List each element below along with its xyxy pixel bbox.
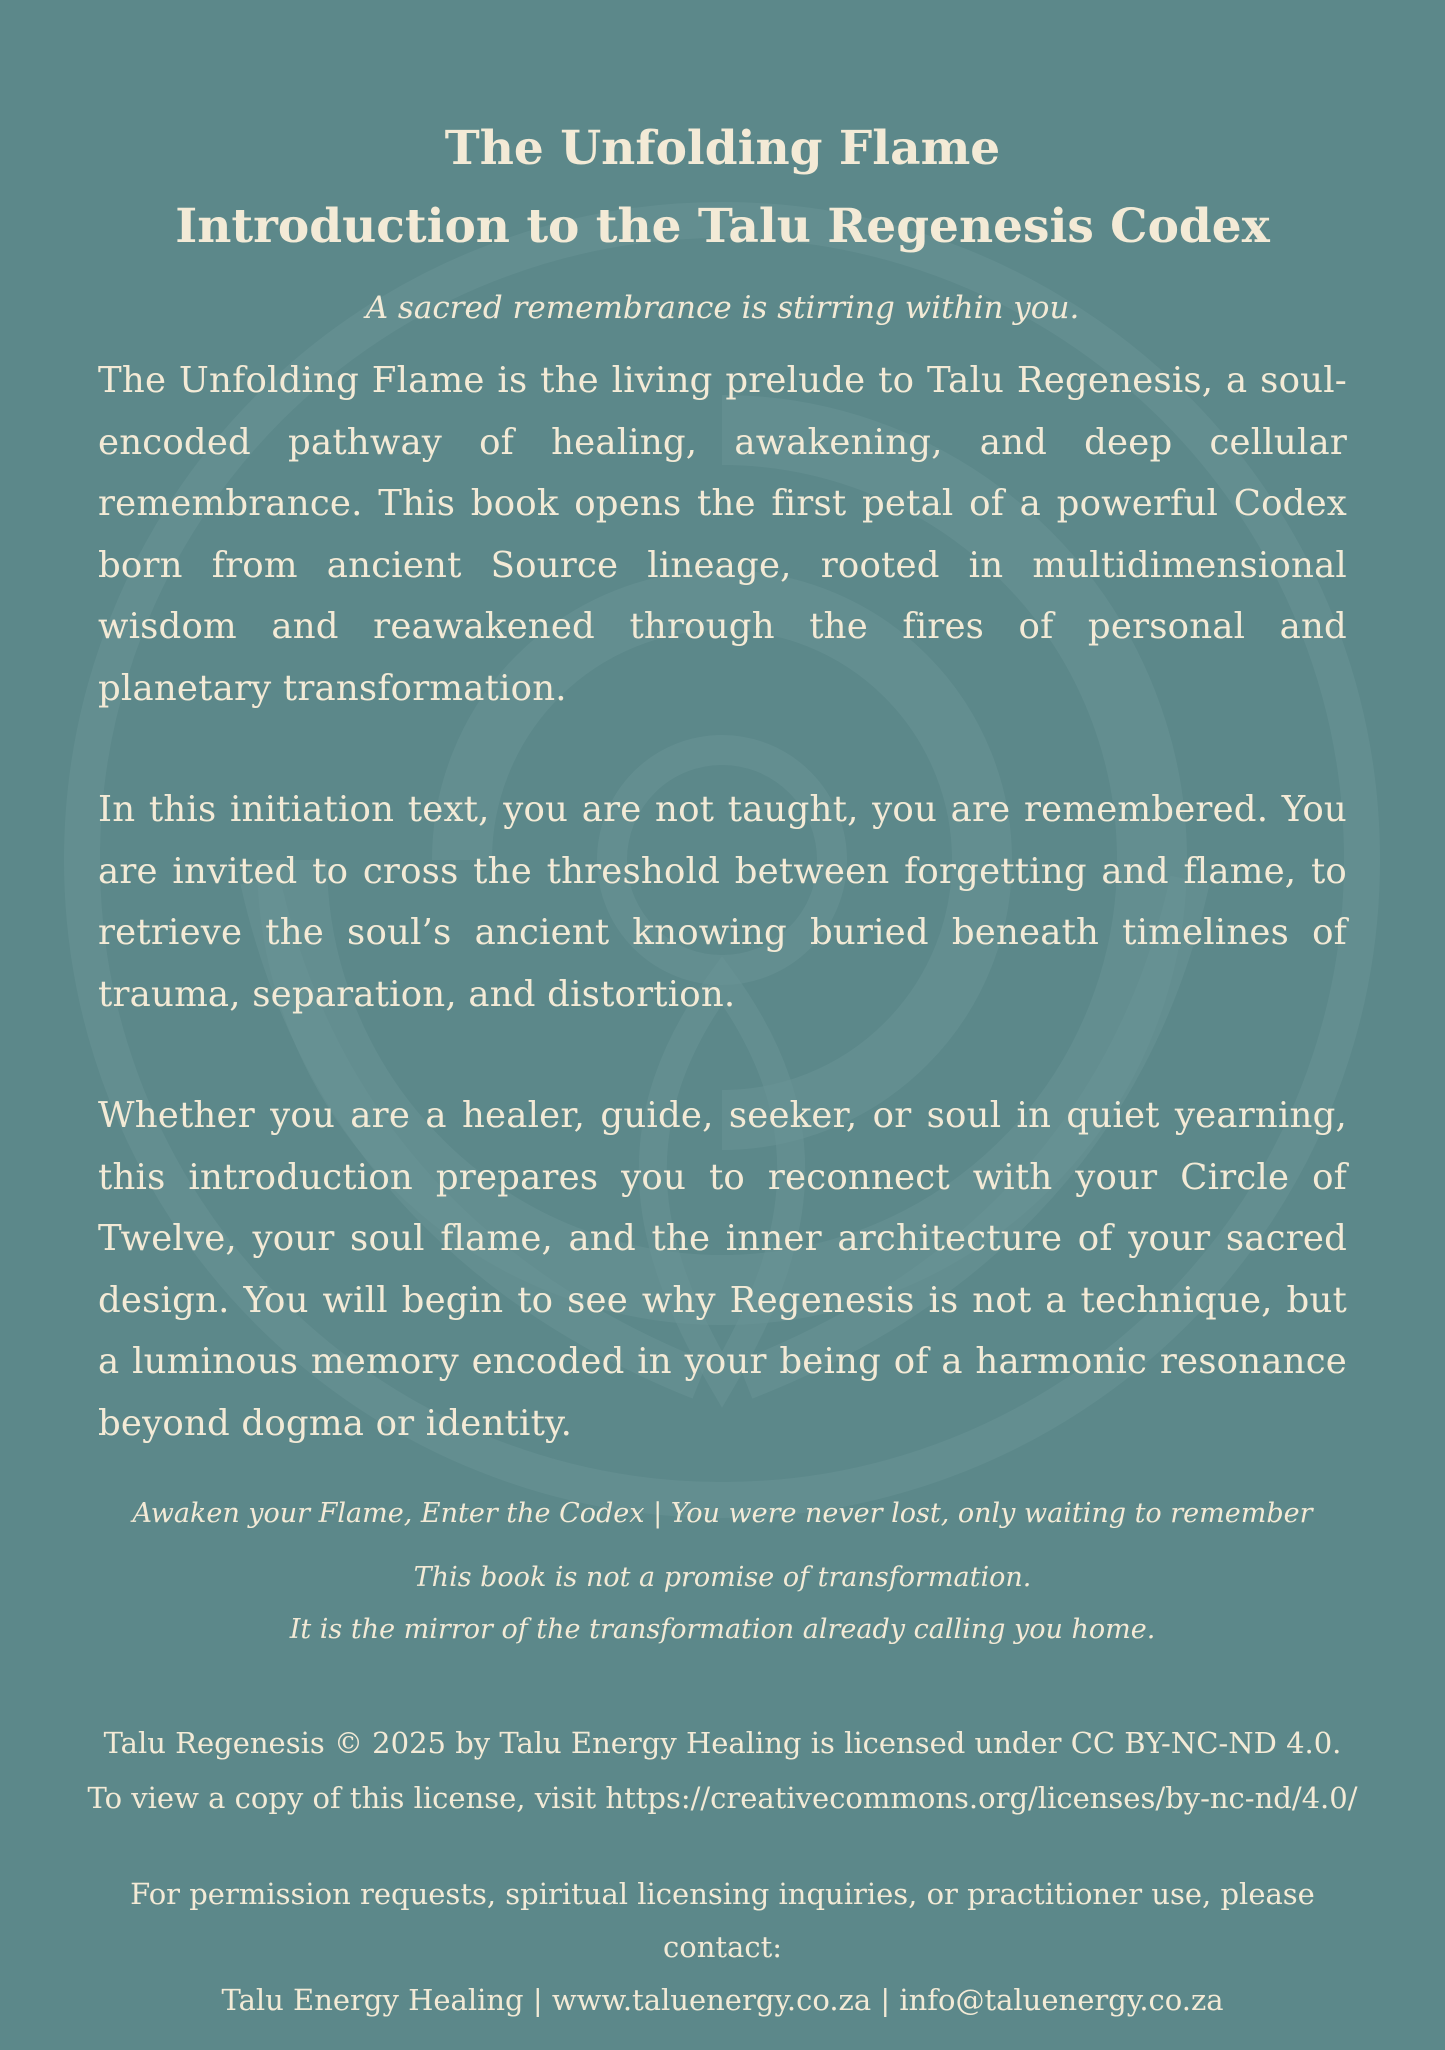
body-paragraph-3: Whether you are a healer, guide, seeker, or soul in quiet yearning, this introduction prepares you to reconnect with your Circle of Twelve, your soul flame, and the inner architecture of your sacred design. You will begin to see why Regenesis is not a technique, but a luminous memory encoded in your being of a harmonic resonance beyond dogma or identity. bbox=[98, 1095, 1347, 1444]
license-line-1: Talu Regenesis © 2025 by Talu Energy Healing is licensed under CC BY-NC-ND 4.0. bbox=[103, 1726, 1342, 1760]
body-paragraph-1: The Unfolding Flame is the living prelude to Talu Regenesis, a soul-encoded pathway of healing, awakening, and deep cellular remembrance. This book opens the first petal of a powerful Codex born from ancient Source lineage, rooted in multidimensional wisdom and reawakened through the fires of personal and planetary transformation. bbox=[98, 360, 1347, 709]
page-title: The Unfolding Flame bbox=[444, 121, 1001, 176]
body-paragraph-2: In this initiation text, you are not taught, you are remembered. You are invited to cross the threshold between forgetting and flame, to retrieve the soul’s ancient knowing buried beneath timelines of trauma, separation, and distortion. bbox=[98, 789, 1347, 1015]
quote-line-1: This book is not a promise of transformation. bbox=[413, 1562, 1032, 1593]
page-subtitle-title: Introduction to the Talu Regenesis Codex bbox=[175, 199, 1270, 254]
contact-line-1: For permission requests, spiritual licensing inquiries, or practitioner use, please contact: bbox=[130, 1877, 1315, 1964]
closing-tagline: Awaken your Flame, Enter the Codex | You were never lost, only waiting to remember bbox=[132, 1498, 1313, 1529]
closing-quote bbox=[98, 1552, 1347, 1656]
license-notice bbox=[68, 1716, 1377, 1826]
contact-info bbox=[68, 1868, 1377, 2027]
intro-tagline: A sacred remembrance is stirring within you. bbox=[365, 290, 1080, 326]
contact-line-2: Talu Energy Healing | www.taluenergy.co.za | info@taluenergy.co.za bbox=[221, 1983, 1224, 2017]
quote-line-2: It is the mirror of the transformation already calling you home. bbox=[289, 1614, 1156, 1645]
license-line-2: To view a copy of this license, visit https://creativecommons.org/licenses/by-nc-nd/4.0/ bbox=[87, 1781, 1358, 1815]
